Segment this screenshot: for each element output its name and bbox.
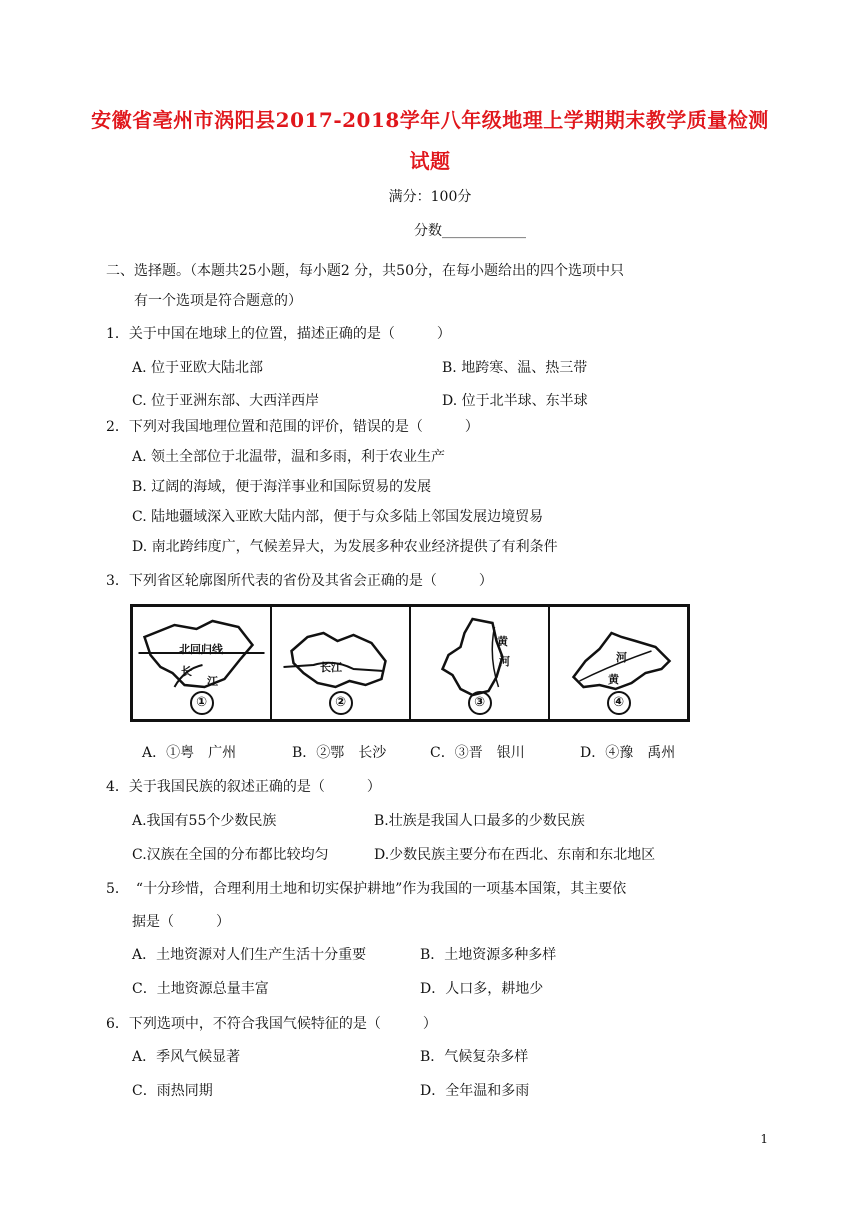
q2-option-b: B. 辽阔的海域，便于海洋事业和国际贸易的发展 — [132, 479, 432, 495]
q3-option-b: B．②鄂 长沙 — [292, 745, 387, 761]
q4-option-b: B.壮族是我国人口最多的少数民族 — [374, 813, 585, 829]
document-title-line1: 安徽省亳州市涡阳县2017-2018学年八年级地理上学期期末教学质量检测 — [91, 108, 769, 132]
section-intro-1: 二、选择题。（本题共25小题，每小题2 分，共50分，在每小题给出的四个选项中只 — [106, 263, 624, 279]
q6-option-a: A．季风气候显著 — [132, 1049, 241, 1065]
q3-option-d: D．④豫 禹州 — [580, 745, 676, 761]
q6-option-b: B．气候复杂多样 — [420, 1049, 529, 1065]
q2-option-a: A. 领土全部位于北温带，温和多雨，利于农业生产 — [132, 449, 446, 465]
map-4 — [550, 607, 687, 719]
q5-option-a: A．土地资源对人们生产生活十分重要 — [132, 947, 367, 963]
map-3 — [411, 607, 550, 719]
score-field: 分数____________ — [414, 223, 526, 239]
map-3-label-huang: 黄 — [497, 635, 508, 648]
map-1-label-jiang: 江 — [207, 675, 218, 688]
q2-stem: 2．下列对我国地理位置和范围的评价，错误的是（ ） — [106, 419, 479, 435]
q5-option-d: D．人口多，耕地少 — [420, 981, 544, 997]
q1-option-d: D. 位于北半球、东半球 — [442, 393, 588, 409]
map-1-number: ① — [190, 691, 214, 715]
map-2 — [272, 607, 411, 719]
map-1-label-tropic: 北回归线 — [179, 643, 223, 656]
map-1 — [133, 607, 272, 719]
q5-option-b: B．土地资源多种多样 — [420, 947, 557, 963]
q6-stem: 6．下列选项中，不符合我国气候特征的是（ ） — [106, 1016, 437, 1032]
map-4-label-he: 河 — [616, 651, 627, 664]
map-2-label-yangtze: 长江 — [320, 661, 342, 674]
q5-stem-line1: 5． “十分珍惜，合理利用土地和切实保护耕地”作为我国的一项基本国策，其主要依 — [106, 881, 627, 897]
document-title-line2: 试题 — [409, 149, 451, 173]
map-2-number: ② — [329, 691, 353, 715]
q3-option-a: A．①粤 广州 — [142, 745, 237, 761]
q4-option-d: D.少数民族主要分布在西北、东南和东北地区 — [374, 847, 656, 863]
map-4-number: ④ — [607, 691, 631, 715]
q4-option-a: A.我国有55个少数民族 — [132, 813, 277, 829]
q5-stem-line2: 据是（ ） — [132, 914, 230, 930]
q2-option-d: D. 南北跨纬度广，气候差异大，为发展多种农业经济提供了有利条件 — [132, 539, 558, 555]
q1-stem: 1．关于中国在地球上的位置，描述正确的是（ ） — [106, 326, 451, 342]
q3-option-c: C．③晋 银川 — [430, 745, 525, 761]
q5-option-c: C．土地资源总量丰富 — [132, 981, 269, 997]
province-outline-maps — [130, 604, 690, 722]
q2-option-c: C. 陆地疆域深入亚欧大陆内部，便于与众多陆上邻国发展边境贸易 — [132, 509, 544, 525]
map-1-label-chang: 长 — [181, 665, 192, 678]
q4-stem: 4．关于我国民族的叙述正确的是（ ） — [106, 779, 381, 795]
full-score: 满分：100分 — [388, 189, 472, 205]
q1-option-c: C. 位于亚洲东部、大西洋西岸 — [132, 393, 320, 409]
map-3-label-he: 河 — [499, 655, 510, 668]
page-number: 1 — [760, 1132, 768, 1146]
map-4-label-huang: 黄 — [608, 673, 619, 686]
q1-option-a: A. 位于亚欧大陆北部 — [132, 360, 264, 376]
q6-option-d: D．全年温和多雨 — [420, 1083, 530, 1099]
map-3-number: ③ — [468, 691, 492, 715]
q4-option-c: C.汉族在全国的分布都比较均匀 — [132, 847, 329, 863]
section-intro-2: 有一个选项是符合题意的） — [134, 293, 302, 309]
q1-option-b: B. 地跨寒、温、热三带 — [442, 360, 588, 376]
q6-option-c: C．雨热同期 — [132, 1083, 213, 1099]
q3-stem: 3．下列省区轮廓图所代表的省份及其省会正确的是（ ） — [106, 573, 493, 589]
